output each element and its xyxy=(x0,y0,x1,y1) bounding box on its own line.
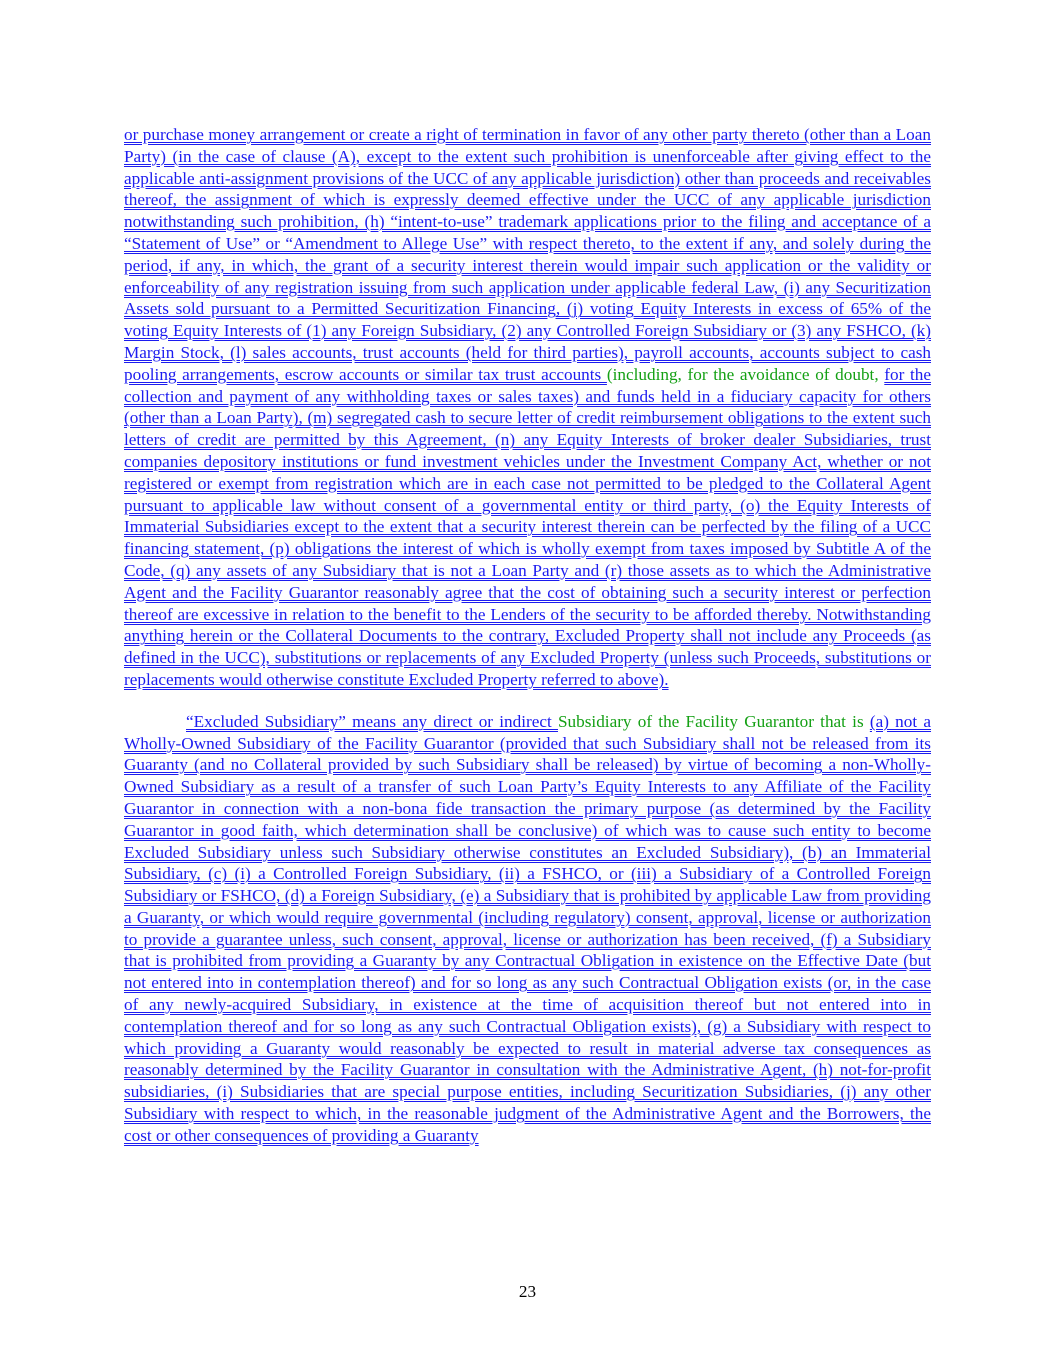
page-number: 23 xyxy=(518,1282,537,1301)
inserted-text: or purchase money arrangement or create a right of termination in favor of any other party thereto (other than a Loan Party) (in the case of clause (A), except to the extent such prohibition is unenforceable after giving effect to the applicable anti-assignment provisions of the UCC of any applicable jurisdiction) other than proceeds and receivables thereof, the assignment of which is expressly deemed effective under the UCC of any applicable jurisdiction notwithstanding such prohibition, (h) “intent-to-use” trademark applications prior to the filing and acceptance of a “Statement of Use” or “Amendment to Allege Use” with respect thereto, to the extent if any, and solely during the period, if any, in which, the grant of a security interest therein would impair such application or the validity or enforceability of any registration issuing from such application under applicable federal Law, (i) any Securitization Assets sold pursuant to a Permitted Securitization Financing, (j) voting Equity Interests in excess of 65% of the voting Equity Interests of (1) any Foreign Subsidiary, (2) any Controlled Foreign Subsidiary or (3) any FSHCO, (k) Margin Stock, (l) sales accounts, trust accounts (held for third parties), payroll accounts, accounts subject to cash pooling arrangements, escrow accounts or similar tax trust accounts xyxy=(124,125,931,384)
inserted-text: (a) not a Wholly-Owned Subsidiary of the Facility Guarantor (provided that such Subsidiary shall not be released from its Guaranty (and no Collateral provided by such Subsidiary shall be released) by virtue of becoming a non-Wholly-Owned Subsidiary as a result of a transfer of such Loan Party’s Equity Interests to any Affiliate of the Facility Guarantor in connection with a non-bona fide transaction the primary purpose (as determined by the Facility Guarantor in good faith, which determination shall be conclusive) of which was to cause such entity to become Excluded Subsidiary unless such Subsidiary otherwise constitutes an Excluded Subsidiary), (b) an Immaterial Subsidiary, (c) (i) a Controlled Foreign Subsidiary, (ii) a FSHCO, or (iii) a Subsidiary of a Controlled Foreign Subsidiary or FSHCO, (d) a Foreign Subsidiary, (e) a Subsidiary that is prohibited by applicable Law from providing a Guaranty, or which would require governmental (including regulatory) consent, approval, license or authorization to provide a guarantee unless, such consent, approval, license or authorization has been received, (f) a Subsidiary that is prohibited from providing a Guaranty by any Contractual Obligation in existence on the Effective Date (but not entered into in contemplation thereof) and for so long as any such Contractual Obligation exists (or, in the case of any newly-acquired Subsidiary, in existence at the time of acquisition thereof but not entered into in contemplation thereof and for so long as any such Contractual Obligation exists), (g) a Subsidiary with respect to which providing a Guaranty would reasonably be expected to result in material adverse tax consequences as reasonably determined by the Facility Guarantor in consultation with the Administrative Agent, (h) not-for-profit subsidiaries, (i) Subsidiaries that are special purpose entities, including Securitization Subsidiaries, (j) any other Subsidiary with respect to which, in the reasonable judgment of the Administrative Agent and the Borrowers, the cost or other consequences of providing a Guaranty xyxy=(124,711,932,1145)
excluded-subsidiary-definition-paragraph xyxy=(124,711,931,1147)
document-body xyxy=(124,124,931,1147)
excluded-property-continuation-paragraph xyxy=(124,124,931,691)
inserted-text: “Excluded Subsidiary” means any direct or indirect xyxy=(186,711,558,731)
inserted-text: for the collection and payment of any withholding taxes or sales taxes) and funds held in a fiduciary capacity for others (other than a Loan Party), (m) segregated cash to secure letter of credit reimbursement obligations to the extent such letters of credit are permitted by this Agreement, (n) any Equity Interests of broker dealer Subsidiaries, trust companies depository institutions or fund investment vehicles under the Investment Company Act, whether or not registered or exempt from registration which are in each case not permitted to be pledged to the Collateral Agent pursuant to applicable law without consent of a governmental entity or third party, (o) the Equity Interests of Immaterial Subsidiaries except to the extent that a security interest therein can be perfected by the filing of a UCC financing statement, (p) obligations the interest of which is wholly exempt from taxes imposed by Subtitle A of the Code, (q) any assets of any Subsidiary that is not a Loan Party and (r) those assets as to which the Administrative Agent and the Facility Guarantor reasonably agree that the cost of obtaining such a security interest or perfection thereof are excessive in relation to the benefit to the Lenders of the security to be afforded thereby. Notwithstanding anything herein or the Collateral Documents to the contrary, Excluded Property shall not include any Proceeds (as defined in the UCC), substitutions or replacements of any Excluded Property (unless such Proceeds, substitutions or replacements would otherwise constitute Excluded Property referred to above). xyxy=(124,364,931,689)
moved-text: Subsidiary of the Facility Guarantor that is xyxy=(557,711,870,731)
moved-text: (including, for the avoidance of doubt, xyxy=(606,364,885,384)
